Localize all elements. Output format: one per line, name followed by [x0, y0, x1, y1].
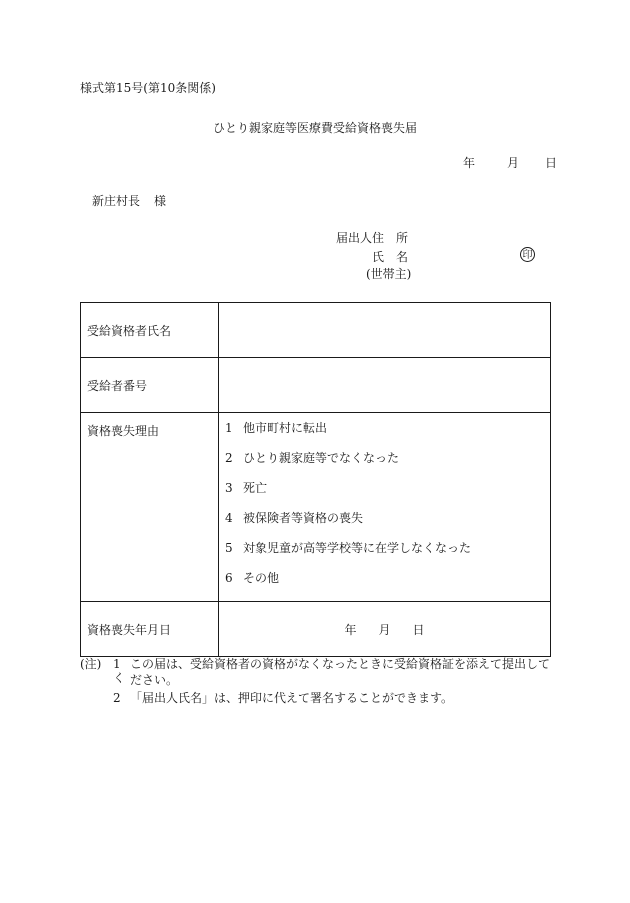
- lost-date-day: 日: [412, 622, 425, 637]
- reason-text: 他市町村に転出: [243, 421, 328, 435]
- addressee-name: 新庄村長: [92, 194, 141, 208]
- note-text: 「届出人氏名」は、押印に代えて署名することができます。: [130, 691, 454, 705]
- lost-date-label: 資格喪失年月日: [81, 602, 219, 657]
- reason-text: ひとり親家庭等でなくなった: [243, 451, 400, 465]
- reason-number: 1: [225, 421, 233, 435]
- reason-options: [219, 413, 551, 602]
- reason-text: その他: [243, 571, 280, 585]
- form-number: 様式第15号(第10条関係): [80, 81, 216, 95]
- note-number: 1: [113, 657, 121, 671]
- notes-label: (注): [80, 657, 102, 671]
- reason-label: 資格喪失理由: [81, 413, 219, 602]
- lost-date-row: [81, 602, 551, 657]
- recipient-name-label: 受給資格者氏名: [81, 303, 219, 358]
- date-year-label: 年: [463, 156, 476, 170]
- reason-item[interactable]: [225, 511, 550, 541]
- applicant-address-label: 届出人住 所: [336, 231, 409, 245]
- reason-item[interactable]: [225, 451, 550, 481]
- addressee: [92, 194, 166, 208]
- date-day-label: 日: [545, 156, 558, 170]
- form-table: [80, 302, 551, 657]
- lost-date-month: 月: [378, 622, 391, 637]
- submission-date: [463, 156, 557, 170]
- recipient-name-row: [81, 303, 551, 358]
- recipient-name-field[interactable]: [219, 303, 551, 358]
- recipient-number-field[interactable]: [219, 358, 551, 413]
- reason-text: 対象児童が高等学校等に在学しなくなった: [243, 541, 472, 555]
- date-month-label: 月: [507, 156, 520, 170]
- reason-row: [81, 413, 551, 602]
- reason-text: 死亡: [243, 481, 268, 495]
- note-item-2: [113, 691, 453, 705]
- note-item-1: [113, 657, 553, 685]
- reason-number: 2: [225, 451, 233, 465]
- lost-date-field[interactable]: [219, 602, 551, 657]
- seal-mark-icon: 印: [520, 247, 535, 262]
- householder-label: (世帯主): [366, 267, 412, 281]
- recipient-number-label: 受給者番号: [81, 358, 219, 413]
- lost-date-year: 年: [344, 622, 357, 637]
- reason-item[interactable]: [225, 541, 550, 571]
- note-item-1-continued: ださい。: [130, 673, 179, 687]
- reason-number: 5: [225, 541, 233, 555]
- reason-text: 被保険者等資格の喪失: [243, 511, 364, 525]
- reason-number: 3: [225, 481, 233, 495]
- reason-number: 4: [225, 511, 233, 525]
- recipient-number-row: [81, 358, 551, 413]
- reason-number: 6: [225, 571, 233, 585]
- note-number: 2: [113, 691, 121, 705]
- reason-item[interactable]: [225, 481, 550, 511]
- reason-item[interactable]: [225, 421, 550, 451]
- note-text: この届は、受給資格者の資格がなくなったときに受給資格証を添えて提出してく: [113, 657, 551, 685]
- page-title: ひとり親家庭等医療費受給資格喪失届: [212, 121, 417, 135]
- applicant-name-label: 氏 名: [372, 250, 409, 264]
- reason-item[interactable]: [225, 571, 550, 601]
- reason-list: [219, 413, 550, 601]
- addressee-honorific: 様: [154, 194, 167, 208]
